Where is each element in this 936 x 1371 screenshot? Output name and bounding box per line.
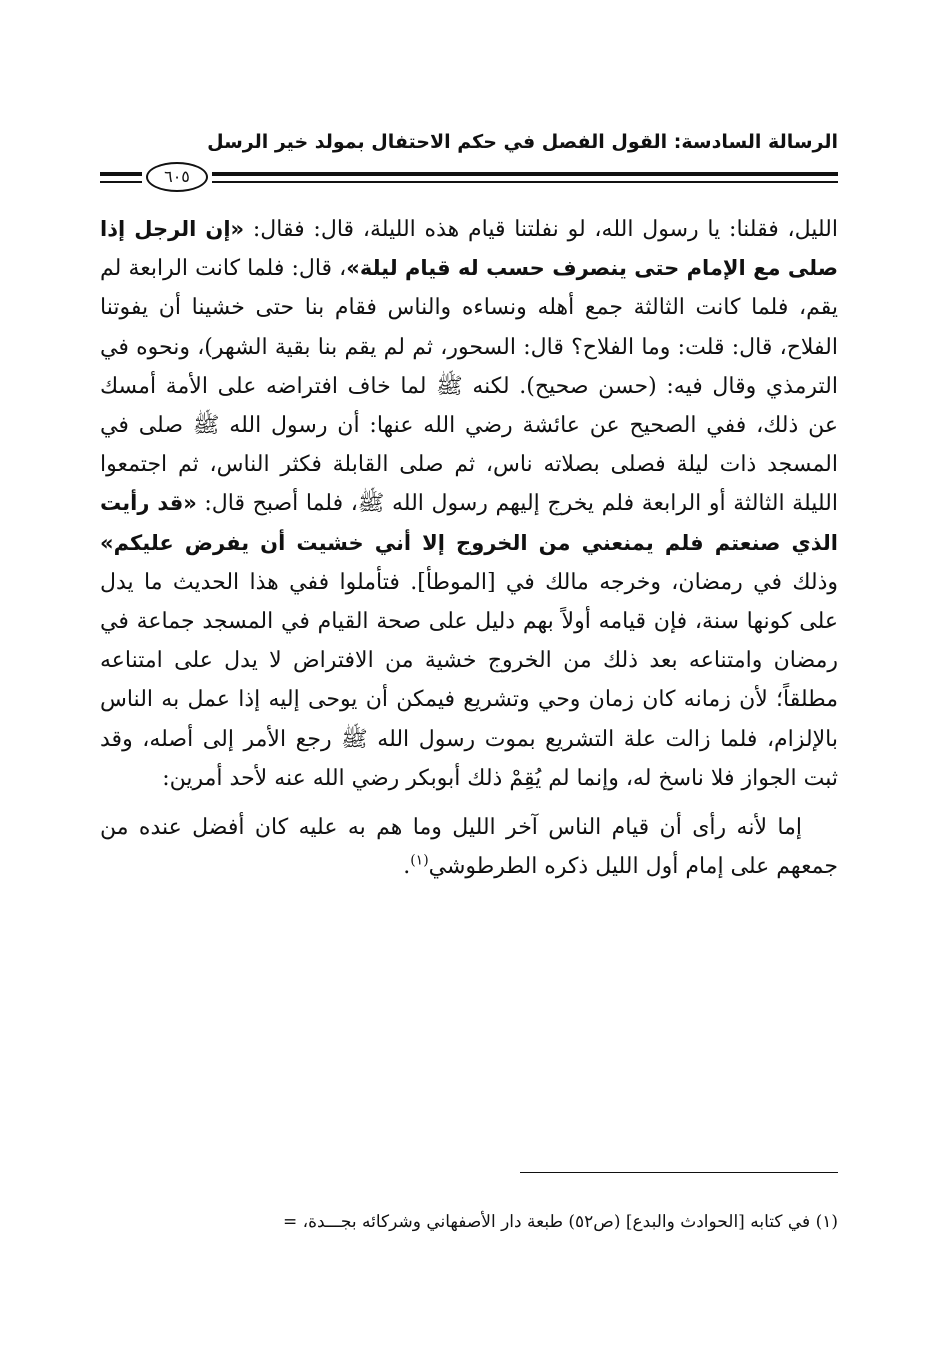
header-rule — [100, 160, 838, 194]
header-rule-right — [212, 172, 838, 183]
footnote-divider — [520, 1172, 838, 1173]
hadith-quote: «إن الرجل إذا صلى مع الإمام حتى ينصرف حسب له قيام ليلة» — [100, 217, 839, 281]
text-segment: إما لأنه رأى أن قيام الناس آخر الليل وما هم به عليه كان أفضل عنده من جمعهم على إمام أول الليل ذكره الطرطوشي — [100, 815, 838, 880]
text-segment: ، قال: فلما كانت الرابعة لم يقم، فلما كانت الثالثة جمع أهله ونساءه والناس فقام بنا حتى خشينا أن يفوتنا الفلاح، قال: قلت: وما الفلاح؟ قال: السحور، ثم لم يقم بنا بقية الشهر)، ونحوه في الترمذي وقال فيه: (حسن صحيح). لكنه ﷺ لما خاف افتراضه على الأمة أمسك عن ذلك، ففي الصحيح عن عائشة رضي الله عنها: أن رسول الله ﷺ صلى في المسجد ذات ليلة فصلى بصلاته ناس، ثم صلى القابلة فكثر الناس، ثم اجتمعوا الليلة الثالثة أو الرابعة فلم يخرج إليهم رسول الله ﷺ، فلما أصبح قال: — [100, 256, 838, 517]
running-title: الرسالة السادسة: القول الفصل في حكم الاحتفال بمولد خير الرسل — [207, 131, 838, 153]
paragraph-2 — [100, 808, 838, 886]
footnote: (١) في كتابه [الحوادث والبدع] (ص٥٢) طبعة دار الأصفهاني وشركائه بجـــدة، = — [282, 1212, 838, 1232]
text-segment: الليل، فقلنا: يا رسول الله، لو نفلتنا قيام هذه الليلة، قال: فقال: — [244, 217, 839, 242]
text-segment: وذلك في رمضان، وخرجه مالك في [الموطأ]. فتأملوا ففي هذا الحديث ما يدل على كونها سنة، فإن قيامه أولاً بهم دليل على صحة القيام في المسجد جماعة في رمضان وامتناعه بعد ذلك من الخروج خشية من الافتراض لا يدل على امتناعه مطلقاً؛ لأن زمانه كان زمان وحي وتشريع فيمكن أن يوحى إليه إذا عمل به الناس بالإلزام، فلما زالت علة التشريع بموت رسول الله ﷺ رجع الأمر إلى أصله، وقد ثبت الجواز فلا ناسخ له، وإنما لم يُقِمْ ذلك أبوبكر رضي الله عنه لأحد أمرين: — [100, 569, 838, 791]
header-rule-left — [100, 172, 142, 183]
page-number: ٦٠٥ — [146, 162, 208, 192]
main-text — [100, 210, 838, 886]
footnote-reference: (١) — [410, 852, 429, 869]
hadith-quote: «قد رأيت الذي صنعتم فلم يمنعني من الخروج إلا أني خشيت أن يفرض عليكم» — [100, 491, 838, 555]
text-segment: . — [403, 854, 411, 880]
paragraph-1 — [100, 210, 838, 798]
